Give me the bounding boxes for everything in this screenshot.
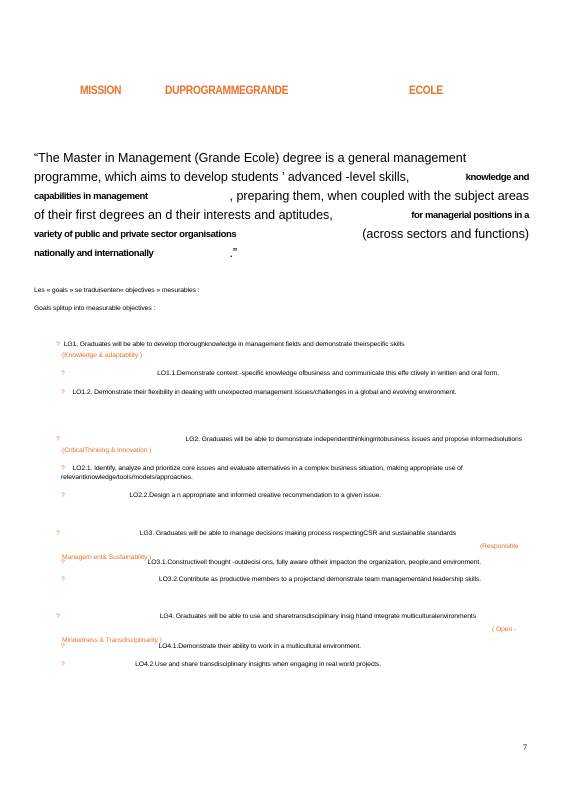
goal-lg2-tag: (CriticalThinking & Innovation ) [62, 447, 152, 454]
mission-line-6: nationally and internationally .” [34, 246, 238, 260]
bullet-icon: ? [56, 436, 60, 443]
bullet-icon: ? [61, 465, 65, 472]
bullet-icon: ? [61, 643, 65, 650]
bullet-icon: ? [56, 530, 60, 537]
objective-lo4-2: ? LO4.2.Use and share transdisciplinary insights when engaging in real world projects. [61, 661, 381, 668]
objective-lo3-1: ? LO3.1.Constructivell thought -outdecisi ons, fully aware oftheir impacton the organization, people,and environment. [61, 559, 481, 566]
mission-statement [34, 149, 529, 263]
title-du-programme: DUPROGRAMMEGRANDE [165, 83, 289, 97]
bullet-icon: ? [61, 576, 65, 583]
bullet-icon: ? [61, 661, 65, 668]
bullet-icon: ? [61, 492, 65, 499]
mission-line-1: “The Master in Management (Grande Ecole) degree is a general management [34, 151, 467, 165]
mission-line-2: programme, which aims to develop students ’ advanced -level skills, knowledge and [34, 170, 529, 184]
mission-line-5: variety of public and private sector organisations (across sectors and functions) [34, 227, 529, 241]
intro-french: Les « goals » se traduisenten« objectives » mesurables : [34, 287, 200, 294]
goal-lg1: ? LG1. Graduates will be able to develop thoroughknowledge in management fields and demonstrate theirspecific skills [56, 341, 405, 348]
objective-lo2-1: ? LO2.1. Identify, analyze and prioritize core issues and evaluate alternatives in a complex business situation, making appropriate use of relevantknowledge/tools/models/approaches. [61, 465, 463, 481]
objective-lo3-2: ? LO3.2.Contribute as productive members to a projectand demonstrate team managementand leadership skills. [61, 576, 481, 583]
page-number: 7 [523, 743, 527, 752]
bullet-icon: ? [56, 341, 60, 348]
objective-lo1-1: ? LO1.1.Demonstrate context -specific knowledge ofbusiness and communicate this effe ctively in written and oral form. [61, 370, 499, 377]
goal-lg4-tag: ( Open - Mindedness & Transdisciplinarity ) [62, 626, 517, 644]
title-ecole: ECOLE [409, 83, 443, 97]
title-mission: MISSION [80, 83, 122, 97]
bullet-icon: ? [61, 370, 65, 377]
goal-lg3-tag: (Responsible Managem ent& Sustainability ) [62, 543, 519, 561]
objective-lo1-2: ? LO1.2. Demonstrate their flexibility in dealing with unexpected management issues/challenges in a global and evolving environment. [61, 389, 457, 396]
bullet-icon: ? [61, 559, 65, 566]
intro-english: Goals splitup into measurable objectives : [34, 305, 156, 312]
objective-lo2-2: ? LO2.2.Design a n appropriate and informed creative recommendation to a given issue. [61, 492, 381, 499]
objective-lo4-1: ? LO4.1.Demonstrate their ability to work in a multicultural environment. [61, 643, 361, 650]
mission-line-3: capabilities in management , preparing them, when coupled with the subject areas [34, 189, 529, 203]
goal-lg1-tag: (Knowledge & adaptability ) [62, 352, 143, 359]
bullet-icon: ? [61, 389, 65, 396]
bullet-icon: ? [56, 613, 60, 620]
mission-line-4: of their first degrees an d their interests and aptitudes, for managerial positions in a [34, 208, 529, 222]
goal-lg4: ? LG4. Graduates will be able to use and sharetransdisciplinary insig htand integrate multiculturalenvironments [56, 613, 476, 620]
goal-lg3: ? LG3. Graduates will be able to manage decisions making process respectingCSR and sustainable standards [56, 530, 456, 537]
goal-lg2: ? LG2. Graduates will be able to demonstrate independentthinkingintobusiness issues and propose informedsolutions [56, 436, 522, 443]
